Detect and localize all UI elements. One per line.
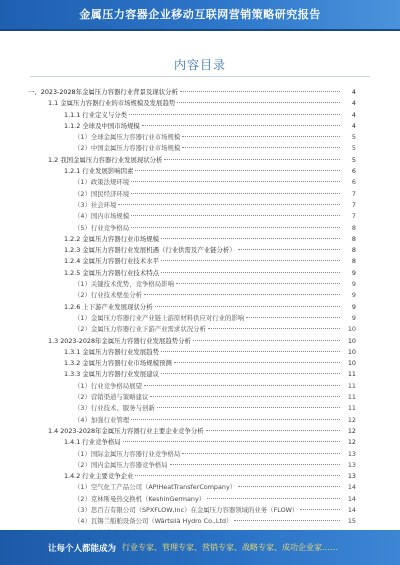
toc-entry[interactable]: [28, 98, 356, 109]
toc-entry-label: （2）克林斯曼热交换机（KeshinGermany）: [74, 494, 207, 505]
toc-page-number: 5: [351, 155, 356, 164]
toc-page-number: 10: [347, 347, 356, 356]
toc-entry[interactable]: [28, 234, 356, 245]
report-title: 金属压力容器企业移动互联网营销策略研究报告: [79, 8, 321, 21]
toc-entry-row: [48, 426, 356, 437]
report-header-bar: [0, 0, 400, 30]
footer-bar: [0, 530, 400, 565]
toc-entry[interactable]: [28, 245, 356, 256]
toc-page-number: 8: [351, 223, 356, 232]
toc-page-number: 4: [351, 88, 356, 96]
toc-entry-label: （1）行业竞争格局展望: [74, 381, 144, 392]
toc-leader-dots: [144, 294, 340, 295]
toc-entry-label: （4）国内市场规模: [74, 211, 131, 222]
toc-page-number: 7: [351, 200, 356, 209]
table-of-contents: [28, 87, 356, 539]
toc-page-number: 11: [347, 370, 356, 379]
toc-entry-label: 1.3.2 金属压力容器行业市场规模预测: [64, 358, 174, 369]
toc-page-number: 5: [351, 133, 356, 142]
toc-entry[interactable]: [28, 110, 356, 121]
toc-leader-dots: [131, 193, 340, 194]
toc-entry[interactable]: [28, 460, 356, 471]
toc-leader-dots: [131, 215, 340, 216]
toc-entry-label: （1）空气化工产品公司（APIHeatTransferCompany）: [74, 482, 238, 493]
toc-leader-dots: [234, 520, 340, 521]
toc-leader-dots: [193, 340, 340, 341]
toc-entry-label: 1.3.3 金属压力容器行业发展建议: [64, 369, 161, 380]
toc-leader-dots: [161, 260, 340, 261]
toc-entry[interactable]: [28, 482, 356, 493]
toc-page-number: 10: [347, 336, 356, 345]
toc-entry-label: （5）行业竞争格局: [74, 223, 131, 234]
toc-leader-dots: [142, 125, 340, 126]
toc-leader-dots: [176, 283, 340, 284]
toc-entry-row: [64, 302, 356, 313]
header-divider: [0, 29, 400, 31]
toc-entry-label: （2）中国金属压力容器行业市场规模: [74, 143, 182, 154]
toc-entry-label: （1）金属压力容器行业产业链上游原材料供应对行业的影响: [74, 313, 246, 324]
toc-leader-dots: [131, 227, 340, 228]
toc-page-number: 13: [347, 472, 356, 481]
toc-page-number: 7: [351, 189, 356, 198]
toc-entry[interactable]: [28, 324, 356, 335]
toc-entry-row: [64, 256, 356, 267]
toc-leader-dots: [164, 159, 340, 160]
toc-leader-dots: [135, 475, 340, 476]
toc-entry[interactable]: [28, 290, 356, 301]
toc-entry[interactable]: [28, 426, 356, 437]
toc-entry-label: （2）行业技术壁垒分析: [74, 290, 144, 301]
toc-entry[interactable]: [28, 279, 356, 290]
toc-page-number: 9: [351, 302, 356, 311]
toc-entry-label: 1.2.3 金属压力容器行业发展机遇（行业供需及产业链分析）: [64, 245, 238, 256]
toc-page-number: 10: [347, 325, 356, 334]
toc-entry-row: [74, 381, 356, 392]
toc-heading-divider: [30, 76, 370, 77]
toc-entry[interactable]: [28, 437, 356, 448]
toc-entry-label: 1.4 2023-2028年金属压力容器行业主要企业竞争分析: [48, 426, 206, 437]
toc-entry-row: [74, 324, 356, 335]
toc-entry-row: [74, 177, 356, 188]
toc-entry-label: 1.2.2 金属压力容器行业市场规模: [64, 234, 161, 245]
toc-entry-label: （3）社会环境: [74, 200, 118, 211]
toc-entry[interactable]: [28, 471, 356, 482]
toc-leader-dots: [246, 317, 340, 318]
toc-leader-dots: [131, 419, 340, 420]
toc-entry[interactable]: [28, 494, 356, 505]
toc-entry-row: [74, 211, 356, 222]
toc-leader-dots: [170, 464, 340, 465]
toc-page-number: 9: [351, 280, 356, 289]
toc-entry-label: （1）政策法规环境: [74, 177, 131, 188]
toc-entry-row: [74, 415, 356, 426]
toc-page-number: 12: [347, 415, 356, 424]
toc-entry[interactable]: [28, 392, 356, 403]
toc-entry[interactable]: [28, 358, 356, 369]
toc-leader-dots: [161, 351, 340, 352]
toc-entry[interactable]: [28, 381, 356, 392]
toc-leader-dots: [161, 373, 340, 374]
toc-entry[interactable]: [28, 166, 356, 177]
toc-entry[interactable]: [28, 121, 356, 132]
toc-entry[interactable]: [28, 143, 356, 154]
toc-leader-dots: [150, 396, 340, 397]
toc-entry[interactable]: [28, 211, 356, 222]
toc-entry[interactable]: [28, 336, 356, 347]
toc-page-number: 14: [347, 505, 356, 514]
toc-page-number: 14: [347, 483, 356, 492]
toc-page-number: 4: [351, 99, 356, 108]
toc-entry-row: [74, 516, 356, 527]
toc-entry[interactable]: [28, 415, 356, 426]
toc-entry-label: （4）加强行业管理: [74, 415, 131, 426]
toc-entry-row: [64, 471, 356, 482]
toc-entry-label: （3）行业技术、服务与创新: [74, 403, 157, 414]
toc-entry-row: [74, 449, 356, 460]
toc-entry[interactable]: [28, 177, 356, 188]
toc-entry-label: （2）金属压力容器行业下游产业需求状况分析: [74, 324, 208, 335]
toc-entry-row: [74, 403, 356, 414]
toc-leader-dots: [208, 328, 340, 329]
toc-entry-label: 1.3.1 金属压力容器行业发展趋势: [64, 347, 161, 358]
toc-entry-row: [64, 358, 356, 369]
toc-entry-label: （4）瓦锡兰船舶设备公司（Wärtsilä Hydro Co.,Ltd）: [74, 516, 234, 527]
toc-entry-label: 一、2023-2028年金属压力容器行业背景及现状分析: [28, 87, 180, 98]
toc-leader-dots: [238, 249, 340, 250]
toc-entry-label: 1.2.5 金属压力容器行业技术特点: [64, 268, 161, 279]
toc-entry-label: 1.2.4 金属压力容器行业技术水平: [64, 256, 161, 267]
toc-entry-label: （1）全球金属压力容器行业市场规模: [74, 132, 182, 143]
toc-entry-label: 1.2.1 行业发展影响因素: [64, 166, 135, 177]
toc-leader-dots: [155, 306, 340, 307]
toc-entry-row: [64, 234, 356, 245]
toc-entry-label: 1.4.2 行业主要竞争企业: [64, 471, 135, 482]
toc-entry-row: [74, 132, 356, 143]
toc-page-number: 8: [351, 257, 356, 266]
footer-slogan: 让每个人都能成为: [48, 544, 117, 554]
toc-entry-row: [64, 166, 356, 177]
toc-page-number: 5: [351, 144, 356, 153]
toc-leader-dots: [157, 407, 340, 408]
toc-entry-row: [74, 494, 356, 505]
toc-entry[interactable]: [28, 347, 356, 358]
toc-entry-row: [64, 437, 356, 448]
toc-leader-dots: [144, 385, 340, 386]
toc-leader-dots: [123, 441, 340, 442]
toc-entry[interactable]: [28, 505, 356, 516]
toc-leader-dots: [161, 272, 340, 273]
toc-entry[interactable]: [28, 369, 356, 380]
toc-leader-dots: [206, 430, 340, 431]
toc-leader-dots: [182, 453, 340, 454]
toc-page-number: 12: [347, 438, 356, 447]
toc-entry-row: [64, 245, 356, 256]
toc-page-number: 8: [351, 234, 356, 243]
toc-entry-row: [74, 290, 356, 301]
toc-entry[interactable]: [28, 449, 356, 460]
toc-entry-row: [74, 482, 356, 493]
toc-entry-label: （2）国民经济环境: [74, 189, 131, 200]
toc-leader-dots: [174, 362, 340, 363]
toc-leader-dots: [135, 170, 340, 171]
toc-entry[interactable]: [28, 313, 356, 324]
toc-entry-row: [48, 336, 356, 347]
toc-entry-label: 1.1.1 行业定义与分类: [64, 110, 129, 121]
toc-entry-label: 1.1 金属压力容器行业的市场规模及发展趋势: [48, 98, 177, 109]
toc-entry-label: 1.2.6 上下游产业发展现状分析: [64, 302, 155, 313]
toc-leader-dots: [131, 181, 340, 182]
toc-entry-label: （1）国际金属压力容器行业竞争格局: [74, 449, 182, 460]
toc-entry[interactable]: [28, 256, 356, 267]
toc-page-number: 9: [351, 268, 356, 277]
toc-page-number: 6: [351, 178, 356, 187]
toc-page-number: 13: [347, 460, 356, 469]
toc-entry-row: [64, 121, 356, 132]
toc-entry-label: （1）关键技术优势，竞争格局影响: [74, 279, 176, 290]
toc-page-number: 8: [351, 246, 356, 255]
toc-leader-dots: [238, 486, 340, 487]
toc-page-number: 10: [347, 359, 356, 368]
toc-entry-label: 1.1.2 全球及中国市场规模: [64, 121, 142, 132]
toc-entry-row: [74, 189, 356, 200]
toc-page-number: 11: [347, 381, 356, 390]
toc-page-number: 15: [347, 517, 356, 526]
toc-entry-row: [48, 155, 356, 166]
toc-page-number: 4: [351, 121, 356, 130]
toc-page-number: 6: [351, 167, 356, 176]
toc-entry-label: 1.3 2023-2028年金属压力容器行业发展趋势分析: [48, 336, 193, 347]
toc-entry-row: [74, 223, 356, 234]
toc-leader-dots: [118, 204, 340, 205]
toc-leader-dots: [182, 147, 340, 148]
toc-leader-dots: [300, 509, 340, 510]
toc-entry[interactable]: [28, 223, 356, 234]
toc-heading: 内容目录: [173, 58, 226, 72]
toc-page-number: 7: [351, 212, 356, 221]
toc-leader-dots: [177, 102, 340, 103]
toc-page-number: 9: [351, 291, 356, 300]
toc-leader-dots: [129, 114, 340, 115]
toc-entry-row: [64, 110, 356, 121]
toc-entry-label: （2）国内金属压力容器竞争格局: [74, 460, 170, 471]
toc-entry-row: [74, 143, 356, 154]
toc-entry-label: （3）思百吉有限公司（SPXFLOW,Inc）在金属压力容器领域的业务（FLOW）: [74, 505, 300, 516]
toc-entry-row: [74, 313, 356, 324]
toc-entry-label: 1.4.1 行业竞争格局: [64, 437, 123, 448]
toc-entry-row: [74, 392, 356, 403]
toc-entry[interactable]: [28, 302, 356, 313]
toc-entry-row: [28, 87, 356, 98]
toc-entry[interactable]: [28, 516, 356, 527]
toc-entry[interactable]: [28, 189, 356, 200]
toc-entry[interactable]: [28, 132, 356, 143]
footer-tagline: 行业专家、管理专家、营销专家、战略专家、成功企业家……: [122, 543, 338, 552]
toc-leader-dots: [180, 91, 340, 92]
toc-entry-label: 1.2 我国金属压力容器行业发展现状分析: [48, 155, 164, 166]
toc-leader-dots: [182, 136, 340, 137]
toc-entry[interactable]: [28, 200, 356, 211]
toc-entry-row: [74, 279, 356, 290]
toc-leader-dots: [207, 498, 340, 499]
toc-page-number: 12: [347, 426, 356, 435]
toc-page-number: 13: [347, 449, 356, 458]
toc-page-number: 9: [351, 313, 356, 322]
toc-entry-row: [64, 268, 356, 279]
toc-entry-row: [48, 98, 356, 109]
toc-entry-row: [74, 460, 356, 471]
toc-page-number: 4: [351, 110, 356, 119]
toc-entry-row: [64, 369, 356, 380]
toc-entry-row: [64, 347, 356, 358]
toc-entry-row: [74, 200, 356, 211]
toc-entry-label: （2）营销渠道与策略建议: [74, 392, 150, 403]
toc-entry[interactable]: [28, 155, 356, 166]
toc-entry[interactable]: [28, 403, 356, 414]
toc-entry[interactable]: [28, 87, 356, 98]
toc-page-number: 11: [347, 404, 356, 413]
toc-page-number: 11: [347, 393, 356, 402]
toc-entry[interactable]: [28, 268, 356, 279]
toc-leader-dots: [161, 238, 340, 239]
toc-page-number: 14: [347, 494, 356, 503]
toc-entry-row: [74, 505, 356, 516]
